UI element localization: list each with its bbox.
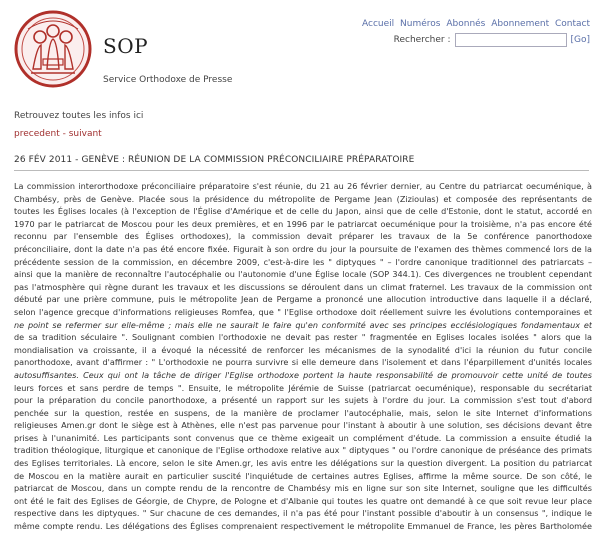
- article-divider: [14, 170, 589, 171]
- article-line: autosuffisantes. Ceux qui ont la tâche de diriger l'Eglise orthodoxe portent la haute responsabilité de promouvoir cette unité de toutes: [14, 369, 592, 380]
- article-line: La commission interorthodoxe préconciliaire préparatoire s'est réunie, du 21 au 26 février dernier, au Centre du patriarcat oecuménique, à: [14, 181, 592, 191]
- search-bar: [394, 33, 590, 47]
- nav-accueil[interactable]: Accueil: [362, 19, 395, 29]
- pager-separator: -: [59, 129, 69, 139]
- article-line: précédente session de la commission, en décembre 2009, c'est-à-dire les " diptyques " – l'ordre canonique traditionnel des patriarcats –: [14, 256, 592, 267]
- article-line: respective dans les diptyques. " Sur chacune de ces demandes, il n'a pas été pour l'instant possible d'aboutir à un consensus ", indique le: [14, 508, 592, 519]
- article-line: préconciliaire, dont la date n'a pas été encore fixée. Figurait à son ordre du jour la poursuite de l'examen des thèmes commencé lors de la: [14, 243, 592, 254]
- article-line: toutes les Églises locales (à l'exception de l'Église d'Amérique et de celle du Japon, ainsi que de celle d'Estonie, dont le statut, accordé en: [14, 206, 592, 217]
- article-line: même compte rendu. Les délégations des Églises comprenaient respectivement le métropolite Emmanuel de France, les pères Bartholomée: [14, 521, 592, 532]
- article-title: 26 FÉV 2011 - GENÈVE : RÉUNION DE LA COMMISSION PRÉCONCILIAIRE PRÉPARATOIRE: [14, 155, 415, 165]
- nav-contact[interactable]: Contact: [554, 19, 590, 29]
- article-body: [14, 180, 592, 533]
- article-line: de sa tradition séculaire ". Soulignant combien l'orthodoxie ne devait pas rester " fragmentée en Eglises locales isolées " alors que la: [14, 332, 592, 343]
- nav-abonnes[interactable]: Abonnés: [446, 19, 486, 29]
- pager-next-link[interactable]: suivant: [68, 129, 102, 139]
- nav-abonnement[interactable]: Abonnement: [491, 19, 550, 29]
- article-line: leurs forces et sans perdre de temps ". Ensuite, le métropolite Jérémie de Suisse (patriarcat oecuménique), responsable du secrétariat: [14, 382, 592, 393]
- article-line: ont été le fait des Eglises de Géorgie, de Chypre, de Pologne et d'Albanie qui toutes les quatre ont demandé à ce que soit revue leur place: [14, 495, 592, 506]
- top-navigation: [359, 19, 590, 29]
- article-line: débuté par une prière commune, puis le métropolite Jean de Pergame a prononcé une allocution introductive dans laquelle il a déclaré,: [14, 294, 592, 305]
- search-go-button[interactable]: [Go]: [570, 35, 590, 45]
- intro-text: Retrouvez toutes les infos ici: [14, 111, 144, 121]
- article-line: religieuses Amen.gr dont le siège est à Athènes, elle n'est pas parvenue pour l'instant à aboutir à une solution, ses décisions devant être: [14, 420, 592, 431]
- article-line: Chambésy, près de Genève. Placée sous la présidence du métropolite de Pergame Jean (Zizioulas) et composée des représentants de: [14, 193, 592, 204]
- article-line: panorthodoxe, avant d'affirmer : " L'orthodoxie ne pourra survivre si elle demeure dans l'isolement et dans l'éparpillement d'unités locales: [14, 357, 592, 368]
- site-subtitle: Service Orthodoxe de Presse: [103, 75, 233, 85]
- search-input[interactable]: [455, 33, 567, 47]
- pager: [14, 129, 102, 139]
- article-line: des Eglises territoriales. Là encore, selon le site Amen.gr, les avis entre les délégations sur la question divergent. La position du patriarcat: [14, 458, 592, 469]
- article-line: de Moscou en la matière aurait en particulier suscité l'inquiétude de certaines autres Eglises, affirme la même source. De son côté, le: [14, 470, 592, 481]
- article-line: pas l'atmosphère qui règne durant les travaux et les discussions se déroulent dans un climat fraternel. Les travaux de la commission ont: [14, 281, 592, 292]
- article-line: pour la préparation du concile panorthodoxe, a présenté un rapport sur les sujets à l'ordre du jour. La commission s'est tout d'abord: [14, 395, 592, 406]
- article-line: mondialisation va croissante, il a évoqué la nécessité de renforcer les mécanismes de la synodalité d'ici la réunion du futur concile: [14, 344, 592, 355]
- icon-logo[interactable]: [13, 9, 93, 89]
- article-line: reconnu par l'ensemble des Églises orthodoxes), la commission devait préparer les travaux de la 5e conférence panorthodoxe: [14, 231, 592, 242]
- article-line: penchée sur la question, restée en suspens, de la manière de proclamer l'autocéphalie, mais, selon le site Internet d'informations: [14, 407, 592, 418]
- article-line: ne point se refermer sur elle-même ; mais elle ne saurait le faire qu'en conformité avec ses principes ecclésiologiques fondamentaux et: [14, 319, 592, 330]
- search-label: Rechercher :: [393, 35, 451, 45]
- article-line: selon l'agence grecque d'informations religieuses Romfea, que " l'Eglise orthodoxe doit réellement suivre les évolutions contemporaines et: [14, 306, 592, 317]
- pager-previous-link[interactable]: precedent: [14, 129, 60, 139]
- site-header: [0, 0, 600, 100]
- article-line: patriarcat de Moscou, dans un compte rendu de la rencontre de Chambésy mis en ligne sur son site Internet, souligne que les difficultés: [14, 483, 592, 494]
- article-line: ainsi que la manière de reconnaître l'autocéphalie ou l'autonomie d'une Église locale (SOP 344.1). Ces divergences ne troublent cependant: [14, 269, 592, 280]
- article-line: 1970 par le patriarcat de Moscou pour les deux premières, et en 1996 par le patriarcat oecuménique pour la troisième, n'a pas encore été: [14, 218, 592, 229]
- nav-numeros[interactable]: Numéros: [400, 19, 441, 29]
- article-line: prises à l'unanimité. Les participants sont convenus que ce thème exigeait un complément d'étude. La commission a ensuite étudié la: [14, 432, 592, 443]
- article-line: tradition théologique, liturgique et canonique de l'Eglise orthodoxe relative aux " diptyques " ou l'ordre canonique de préséance des primats: [14, 445, 592, 456]
- site-title: SOP: [103, 34, 149, 58]
